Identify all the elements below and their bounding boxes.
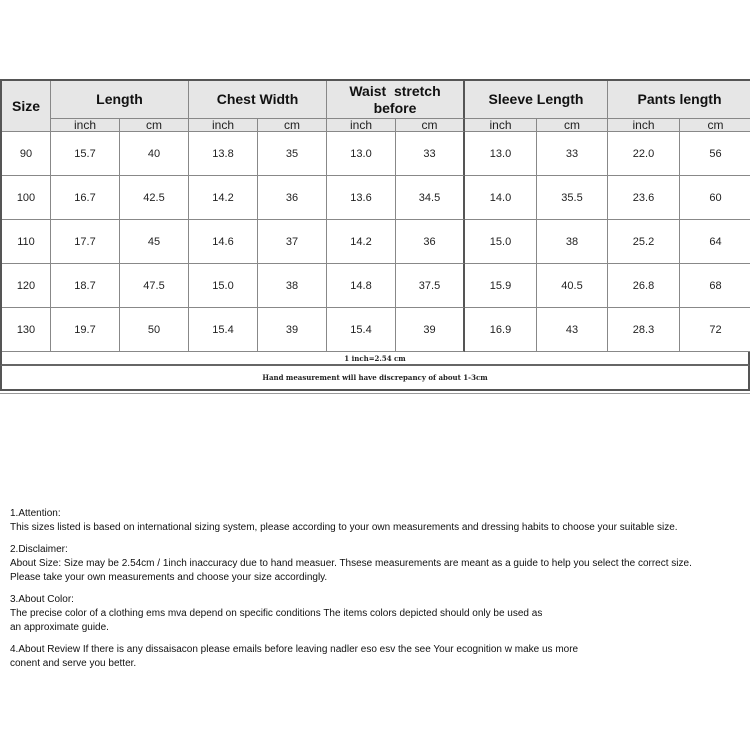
measurement-cell: 56 [680,132,750,176]
measurement-cell: 28.3 [608,308,680,352]
measurement-cell: 60 [680,176,750,220]
note-block [10,643,745,671]
note-title: 2.Disclaimer: [10,544,68,555]
measurement-cell: 38 [537,220,608,264]
measurement-cell: 13.8 [189,132,258,176]
measurement-cell: 14.2 [327,220,396,264]
discrepancy-note: Hand measurement will have discrepancy of about 1-3cm [0,366,750,391]
size-cell: 90 [2,132,51,176]
subheader-unit: cm [396,119,465,132]
measurement-cell: 50 [120,308,189,352]
measurement-cell: 72 [680,308,750,352]
note-line: About Size: Size may be 2.54cm / 1inch inaccuracy due to hand measuer. Thsese measurements are meant as a guide to help you select the correct size. [10,558,692,569]
measurement-cell: 40.5 [537,264,608,308]
size-cell: 120 [2,264,51,308]
measurement-cell: 37 [258,220,327,264]
note-title: 1.Attention: [10,508,61,519]
measurement-cell: 47.5 [120,264,189,308]
note-title: 4.About Review If there is any dissaisacon please emails before leaving nadler eso esv the see Your ecognition w make us more [10,644,579,655]
measurement-cell: 13.6 [327,176,396,220]
measurement-cell: 38 [258,264,327,308]
measurement-cell: 15.7 [51,132,120,176]
measurement-cell: 14.8 [327,264,396,308]
measurement-cell: 16.7 [51,176,120,220]
measurement-cell: 34.5 [396,176,465,220]
measurement-cell: 45 [120,220,189,264]
notes-section [10,507,745,679]
measurement-cell: 42.5 [120,176,189,220]
size-cell: 110 [2,220,51,264]
measurement-cell: 39 [258,308,327,352]
measurement-cell: 33 [396,132,465,176]
measurement-cell: 64 [680,220,750,264]
measurement-cell: 40 [120,132,189,176]
measurement-cell: 68 [680,264,750,308]
size-cell: 100 [2,176,51,220]
measurement-cell: 26.8 [608,264,680,308]
subheader-unit: inch [51,119,120,132]
header-pants-length: Pants length [608,81,750,119]
header-length: Length [51,81,189,119]
measurement-cell: 15.0 [465,220,537,264]
measurement-cell: 36 [396,220,465,264]
note-block [10,507,745,535]
measurement-cell: 14.2 [189,176,258,220]
measurement-cell: 16.9 [465,308,537,352]
subheader-unit: inch [327,119,396,132]
measurement-cell: 25.2 [608,220,680,264]
subheader-unit: cm [258,119,327,132]
note-block [10,593,745,635]
subheader-unit: cm [120,119,189,132]
measurement-cell: 18.7 [51,264,120,308]
measurement-cell: 39 [396,308,465,352]
size-cell: 130 [2,308,51,352]
subheader-unit: inch [608,119,680,132]
note-line: Please take your own measurements and choose your size accordingly. [10,572,328,583]
note-title: 3.About Color: [10,594,74,605]
measurement-cell: 37.5 [396,264,465,308]
header-sleeve-length: Sleeve Length [465,81,608,119]
measurement-cell: 35 [258,132,327,176]
measurement-cell: 15.4 [189,308,258,352]
measurement-cell: 22.0 [608,132,680,176]
size-chart-table [0,79,750,394]
note-line: an approximate guide. [10,622,109,633]
measurement-cell: 23.6 [608,176,680,220]
note-line: This sizes listed is based on international sizing system, please according to your own measurements and dressing habits to choose your suitable size. [10,522,678,533]
measurement-cell: 15.0 [189,264,258,308]
header-chest-width: Chest Width [189,81,327,119]
measurement-cell: 13.0 [327,132,396,176]
note-line: conent and serve you better. [10,658,137,669]
subheader-unit: inch [189,119,258,132]
subheader-unit: cm [537,119,608,132]
divider [0,393,750,394]
measurement-cell: 14.6 [189,220,258,264]
conversion-note: 1 inch=2.54 cm [0,352,750,366]
measurement-cell: 13.0 [465,132,537,176]
measurement-cell: 36 [258,176,327,220]
measurement-cell: 35.5 [537,176,608,220]
measurement-cell: 43 [537,308,608,352]
measurement-cell: 15.4 [327,308,396,352]
subheader-unit: inch [465,119,537,132]
measurement-cell: 15.9 [465,264,537,308]
measurement-cell: 19.7 [51,308,120,352]
measurement-cell: 14.0 [465,176,537,220]
note-block [10,543,745,585]
header-waist-stretch: Waist stretch before [327,81,465,119]
subheader-unit: cm [680,119,750,132]
size-chart-grid [0,79,750,352]
header-size: Size [2,81,51,132]
measurement-cell: 33 [537,132,608,176]
measurement-cell: 17.7 [51,220,120,264]
note-line: The precise color of a clothing ems mva depend on specific conditions The items colors depicted should only be used as [10,608,543,619]
